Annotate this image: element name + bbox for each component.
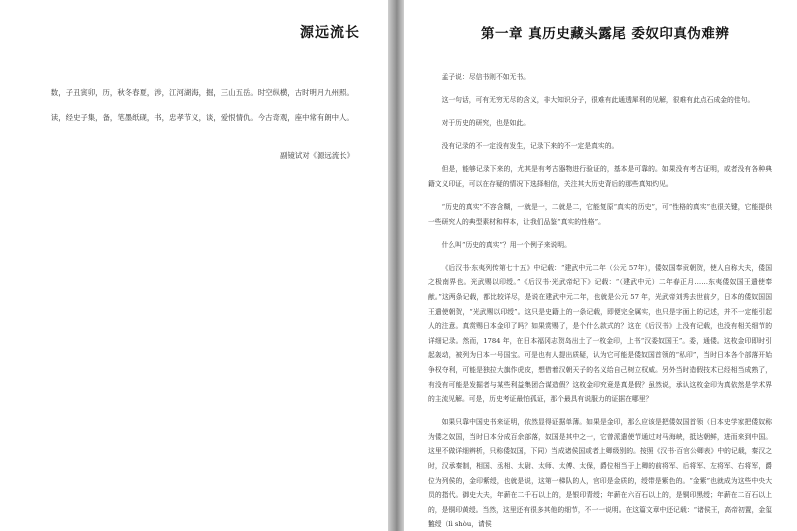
preface-body [36, 86, 364, 135]
body-paragraph: 如果只靠中国史书来证明，依然显得证据单薄。如果是金印，那么应该是把倭奴国首领（日本史学家把倭奴称为倭之奴国，当时日本分成百余部落，奴国是其中之一，它曾派遣使节通过对马海峡，抵达朝鲜，进而来到中国。这里不做详细辨析，只称倭奴国，下同）当成诸侯国或者上卿级别的。按照《汉书·百官公卿表》中的记载，秦汉之时，汉承秦制，相国、丞相、太尉、太师、太傅、太保，爵位相当于上卿的前将军、后将军、左将军、右将军，爵位为列侯的，金印紫绶，也就是说，这第一梯队的人，官印是金质的，绶带是紫色的。“金紫”也就成为这些中央大员的指代。御史大夫，年薪在二千石以上的，是银印青绶；年薪在六百石以上的，是铜印黑绶；年薪在二百石以上的，是铜印黄绶。当然，这里还有很多其他的细节，不一一说明。在这篇文章中还记载：“诸侯王，高帝初置，金玺盭绶（lì shòu，请侯 [428, 418, 772, 529]
right-page [404, 0, 797, 531]
preface-paragraph: 数，子丑寅卯，历，秋冬春夏，涉，江河湖海，掘，三山五岳。时空纵横，古时明月九州照。 [50, 88, 354, 97]
body-paragraph: 没有记录的不一定没有发生，记录下来的不一定是真实的。 [441, 142, 619, 151]
book-spine [388, 0, 404, 531]
body-paragraph: 这一句话，可有无穷无尽的含义，非大知识分子，很难有此通透犀利的见解，很难有此点石成金的佳句。 [441, 96, 755, 105]
body-paragraph: 但是，能够记录下来的，尤其是有考古器物进行验证的，基本是可靠的。如果没有考古证明，或者没有各种典籍文义印证，可以在存疑的情况下选择相信，关注其大历史背后的那些真知灼见。 [428, 165, 772, 188]
preface-signature: 副镜试对《源远流长》 [280, 151, 354, 160]
book-title: 源远流长 [300, 25, 360, 41]
body-paragraph: 《后汉书·东夷列传第七十五》中记载：“建武中元二年（公元 57年），倭奴国奉贡朝贺，使人自称大夫，倭国之极南界也。光武赐以印绶。”《后汉书·光武帝纪下》记载：“（建武中元）二年春正月……东夷倭奴国王遣使奉献。”这两条记载，都比较详尽，是说在建武中元二年，也就是公元 57 年，光武帝刘秀去世前夕，日本的倭奴国国王遣使朝贺，“光武赐以印绶”。这只是史籍上的一条记载，即便完全属实，也只是字面上的记述，并不一定能引起人的注意。真赏赐日本金印了吗？如果赏赐了，是个什么款式的？这在《后汉书》上没有记载，也没有相关细节的详细记录。然而，1784 年，在日本福冈志贺岛出土了一枚金印，上书“汉委奴国王”。委，通倭。这枚金印即时引起轰动，被列为日本一号国宝。可是也有人提出质疑，认为它可能是倭奴国首领的“私印”，当时日本各个部落开始争权夺利，可能是独拉大旗作虎皮，想借着汉朝天子的名义给自己树立权威。另外当时造假技术已经相当成熟了，有没有可能是发掘者与某些利益集团合谋造假？这枚金印究竟是真是假？虽然说，承认这枚金印为真依然是学术界的主流见解。可是，历史考证最怕孤证，那个最具有说服力的证据在哪里？ [428, 263, 772, 404]
chapter-title: 第一章 真历史藏头露尾 委奴印真伪难辨 [481, 26, 730, 42]
body-paragraph: 孟子说：尽信书则不如无书。 [441, 73, 530, 81]
chapter-body [428, 70, 772, 531]
left-page [0, 0, 388, 531]
body-paragraph: 对于历史的研究，也是如此。 [441, 119, 530, 128]
body-paragraph: “历史的真实”不容含糊，一就是一，二就是二，它能复原“真实的历史”，可“性格的真实”也很关键，它能提供一些研究人的典型素材和样本，让我们品鉴“真实的性格”。 [428, 203, 772, 226]
preface-paragraph: 读，经史子集，备，笔墨纸砚，书，忠孝节义，谈，爱恨情仇。今古奇观，座中常有朗中人。 [50, 112, 354, 122]
body-paragraph: 什么叫“历史的真实”？用一个例子来说明。 [441, 240, 571, 249]
